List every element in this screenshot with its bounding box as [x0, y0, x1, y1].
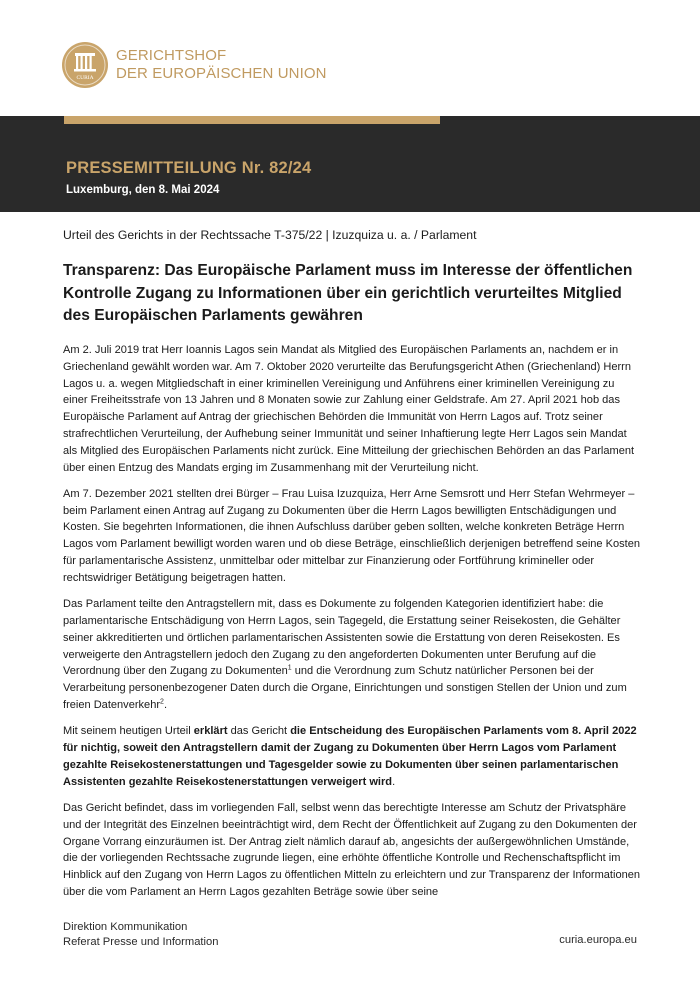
footer-line2: Referat Presse und Information [63, 935, 219, 948]
footer-line1: Direktion Kommunikation [63, 921, 188, 933]
paragraph-1: Am 2. Juli 2019 trat Herr Ioannis Lagos sein Mandat als Mitglied des Europäischen Parlaments an, nachdem er in Griechenland gewählt worden war. Am 7. Oktober 2020 verurteilte das Berufungsgericht Athen (Griechenland) Herrn Lagos u. a. wegen Mitgliedschaft in einer kriminellen Vereinigung und Anführens einer kriminellen Vereinigung zu einer Freiheitsstrafe von 13 Jahren und 8 Monaten sowie zur Zahlung einer Geldstrafe. Am 27. April 2021 hob das Europäische Parlament auf Antrag der griechischen Behörden die Immunität von Herrn Lagos auf. Trotz seiner strafrechtlichen Verurteilung, der Aufhebung seiner Immunität und seiner Inhaftierung legte Herr Lagos sein Mandat als Mitglied des Europäischen Parlaments nicht zurück. Eine Mitteilung der griechischen Behörden an das Parlament über einen Entzug des Mandats erging im Zusammenhang mit der Verurteilung nicht. [63, 344, 635, 474]
paragraph-4 [63, 723, 641, 790]
paragraph-4-bold-ruling: die Entscheidung des Europäischen Parlaments vom 8. April 2022 für nichtig, soweit den Antragstellern damit der Zugang zu Dokumenten über Herrn Lagos vom Parlament gezahlte Reisekostenerstattungen und Tagesgelder sowie zu Dokumenten über seinen parlamentarischen Assistenten gezahlte Reisekostenerstattungen verweigert wird [63, 725, 637, 788]
body-text [63, 342, 641, 910]
paragraph-4-bold-verb: erklärt [193, 725, 228, 738]
paragraph-3 [63, 596, 641, 714]
paragraph-3-text-c: . [163, 698, 168, 711]
press-release-date: Luxemburg, den 8. Mai 2024 [66, 184, 220, 196]
paragraph-4-text-c: das Gericht [227, 725, 291, 738]
paragraph-3-text-b: und die Verordnung zum Schutz natürlicher Personen bei der Verarbeitung personenbezogener Daten durch die Organe, Einrichtungen und sonstigen Stellen der Union und zum freien Datenverkehr [63, 665, 627, 711]
paragraph-4-text-e: . [392, 775, 396, 788]
institution-name [116, 47, 327, 83]
institution-name-line1: GERICHTSHOF [116, 47, 227, 64]
case-reference: Urteil des Gerichts in der Rechtssache T-375/22 | Izuzquiza u. a. / Parlament [63, 228, 477, 242]
institution-name-line2: DER EUROPÄISCHEN UNION [116, 65, 327, 82]
accent-bar [64, 116, 440, 124]
paragraph-4-text-a: Mit seinem heutigen Urteil [63, 725, 194, 738]
court-seal-logo [62, 42, 108, 88]
footer-url-link[interactable]: curia.europa.eu [559, 934, 637, 946]
paragraph-2: Am 7. Dezember 2021 stellten drei Bürger – Frau Luisa Izuzquiza, Herr Arne Semsrott und Herr Stefan Wehrmeyer – beim Parlament einen Antrag auf Zugang zu Dokumenten über die Herrn Lagos bewilligten Entschädigungen und Kosten. Sie begehrten Informationen, die ihnen Aufschluss darüber geben sollten, welche konkreten Beträge Herrn Lagos vom Parlament bewilligt worden waren und ob diese Beträge, einschließlich derjenigen betreffend seine Kosten für parlamentarische Assistenz, unmittelbar oder mittelbar zur Finanzierung oder Fortführung krimineller oder rechtswidriger Betätigung beigetragen hatten. [63, 487, 641, 584]
paragraph-3-text-a: Das Parlament teilte den Antragstellern mit, dass es Dokumente zu folgenden Kategorien identifiziert habe: die parlamentarische Entschädigung von Herrn Lagos, sein Tagegeld, die Erstattung seiner Reisekosten, die Gehälter seiner akkreditierten und örtlichen parlamentarischen Assistenten sowie die Erstattung von deren Reisekosten. Es verweigerte den Antragstellern jedoch den Zugang zu den angeforderten Dokumenten unter Berufung auf die Verordnung über den Zugang zu Dokumenten [63, 598, 621, 678]
institution-header [62, 40, 327, 90]
footnote-ref-1[interactable]: 1 [287, 664, 292, 672]
paragraph-5: Das Gericht befindet, dass im vorliegenden Fall, selbst wenn das berechtigte Interesse am Schutz der Privatsphäre und der Integrität des Einzelnen beeinträchtigt wird, dem Recht der Öffentlichkeit auf Zugang zu den Dokumenten der Organe Vorrang einzuräumen ist. Der Antrag zielt nämlich darauf ab, angesichts der außergewöhnlichen Umstände, die der vorliegenden Rechtssache zugrunde liegen, eine erhöhte öffentliche Kontrolle und Rechenschaftspflicht im Hinblick auf den Zugang von Herrn Lagos zu öffentlichen Mitteln zu erleichtern und zur Transparenz der Informationen über die vom Parlament an Herrn Lagos gezahlten Beträge sowie über seine [63, 801, 641, 898]
press-release-number: PRESSEMITTEILUNG Nr. 82/24 [66, 159, 312, 177]
footer-department [63, 920, 218, 949]
footnote-ref-2[interactable]: 2 [160, 698, 164, 706]
svg-text:CURIA: CURIA [76, 75, 94, 81]
scales-of-justice-icon [62, 42, 108, 88]
headline: Transparenz: Das Europäische Parlament muss im Interesse der öffentlichen Kontrolle Zugang zu Informationen über ein gerichtlich verurteiltes Mitglied des Europäischen Parlaments gewähren [63, 262, 633, 324]
